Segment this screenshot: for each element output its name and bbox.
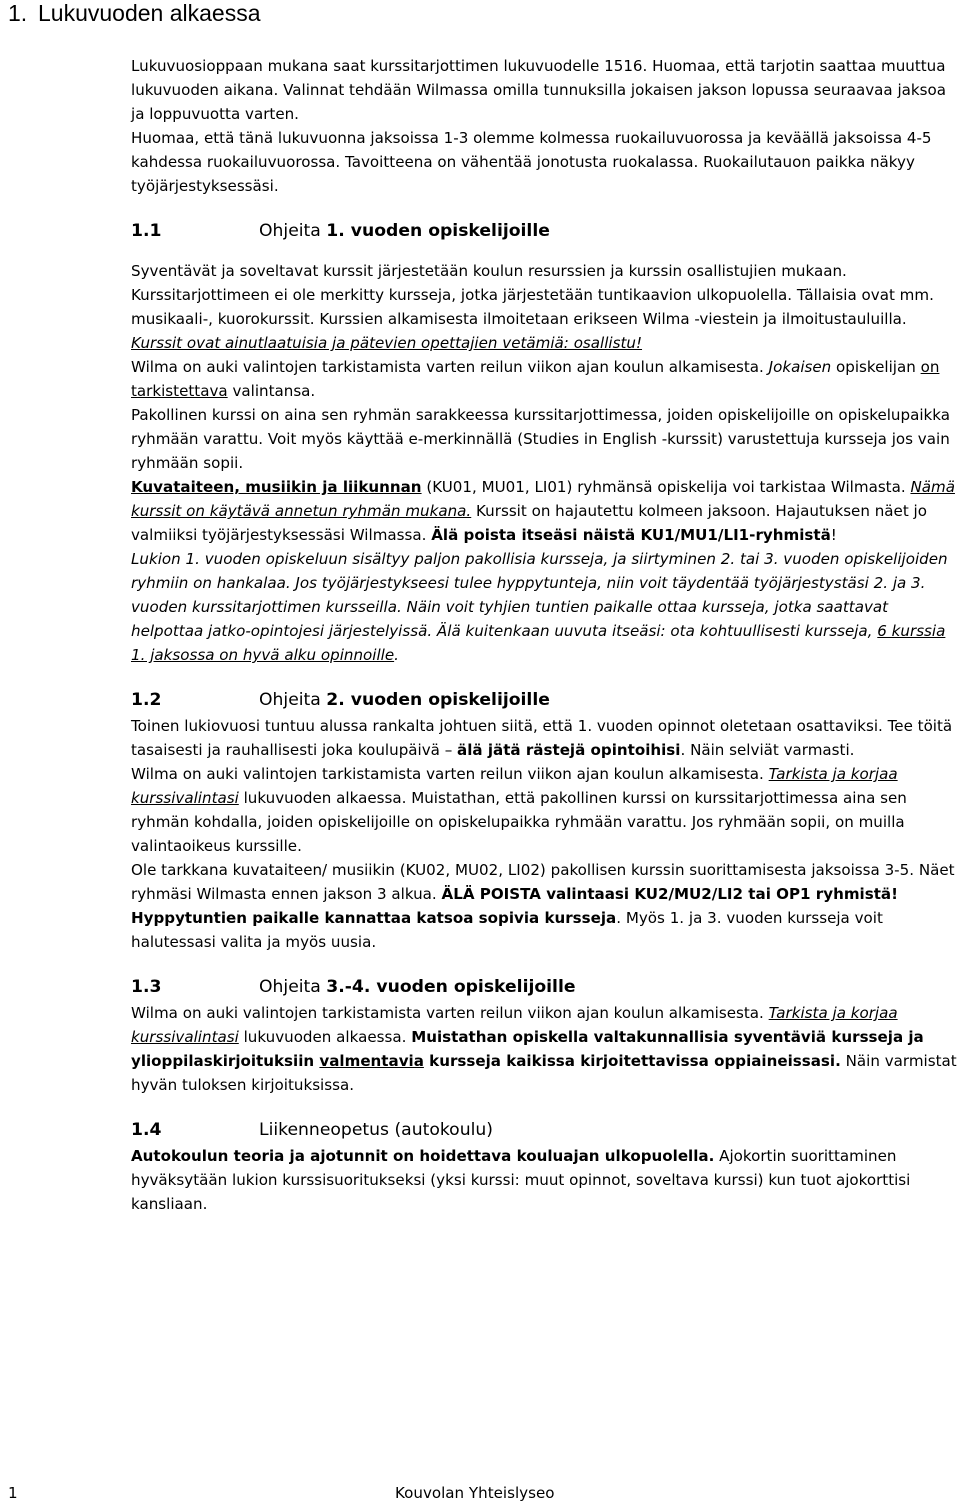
- text-run: lukuvuoden alkaessa.: [238, 1028, 412, 1046]
- emphasis-underlined: Nämä kurssit on käytävä annetun ryhmän mukana.: [131, 478, 955, 520]
- section-title: [259, 221, 550, 241]
- section-heading-1-4: [131, 1117, 958, 1144]
- text-run: Toinen lukiovuosi tuntuu alussa rankalta johtuen siitä, että 1. vuoden opinnot oletetaan osattaviksi. Tee töitä tasaisesti ja rauhallisesti joka koulupäivä –: [131, 717, 953, 759]
- emphasis-bold: ÄLÄ POISTA valintaasi KU2/MU2/LI2 tai OP1 ryhmistä!: [441, 885, 898, 903]
- chapter-title: Lukuvuoden alkaessa: [38, 0, 261, 26]
- emphasis-underlined: on tarkistettava: [131, 358, 940, 400]
- text-run: valintansa.: [227, 382, 316, 400]
- s1-paragraph-1: [131, 259, 958, 355]
- s1-paragraph-4: [131, 475, 958, 547]
- emphasis-underlined: Tarkista ja korjaa kurssivalintasi: [131, 1004, 898, 1046]
- s1-paragraph-5: [131, 547, 958, 667]
- section-title: [259, 690, 550, 710]
- chapter-number: 1.: [8, 0, 28, 26]
- section-title: [259, 977, 576, 997]
- section-title-bold: 1. vuoden opiskelijoille: [326, 221, 550, 241]
- text-run: Syventävät ja soveltavat kurssit järjestetään koulun resurssien ja kurssin osallistujien mukaan. Kurssitarjottimeen ei ole merkitty kursseja, jotka järjestetään tuntikaavion ulkopuolella. Tällaisia ovat mm. musikaali-, kuorokurssit. Kurssien alkamisesta ilmoitetaan erikseen Wilma -viestein ja ilmoitustauluilla.: [131, 262, 934, 328]
- section-title-part: Ohjeita: [259, 690, 327, 710]
- section-heading-1-2: [131, 687, 958, 714]
- text-run: Ole tarkkana kuvataiteen/ musiikin (KU02, MU02, LI02) pakollisen kurssin suorittamisesta jaksoissa 3-5. Näet ryhmäsi Wilmasta ennen jakson 3 alkua.: [131, 861, 955, 903]
- s2-paragraph-3: [131, 858, 958, 906]
- main-content: [131, 54, 958, 1216]
- s3-paragraph-1: [131, 1001, 958, 1097]
- section-number: 1.4: [131, 1120, 162, 1140]
- text-run: (KU01, MU01, LI01) ryhmänsä opiskelija voi tarkistaa Wilmasta.: [421, 478, 911, 496]
- section-title: Liikenneopetus (autokoulu): [259, 1120, 493, 1140]
- emphasis-bold-underlined: Kuvataiteen, musiikin ja liikunnan: [131, 478, 422, 496]
- s1-paragraph-3: Pakollinen kurssi on aina sen ryhmän sarakkeessa kurssitarjottimessa, joiden opiskelijoille on opiskelupaikka ryhmään varattu. Voit myös käyttää e-merkinnällä (Studies in English -kurssit) varustettuja kursseja jos vain ryhmään sopii.: [131, 406, 950, 472]
- text-run: Wilma on auki valintojen tarkistamista varten reilun viikon ajan koulun alkamisesta.: [131, 765, 769, 783]
- intro-paragraph-1: Lukuvuosioppaan mukana saat kurssitarjottimen lukuvuodelle 1516. Huomaa, että tarjotin saattaa muuttua lukuvuoden aikana. Valinnat tehdään Wilmassa omilla tunnuksilla jokaisen jakson lopussa seuraavaa jaksoa ja loppuvuotta varten.: [131, 57, 946, 123]
- chapter-heading: [8, 0, 261, 26]
- text-run: Ajokortin suorittaminen hyväksytään lukion kurssisuoritukseksi (yksi kurssi: muut opinnot, soveltava kurssi) kun tuot ajokorttisi kansliaan.: [131, 1147, 911, 1213]
- section-heading-1-3: [131, 974, 958, 1001]
- text-run: . Näin selviät varmasti.: [680, 741, 855, 759]
- section-title-bold: 2. vuoden opiskelijoille: [326, 690, 550, 710]
- emphasis-underlined: valmentavia: [319, 1052, 424, 1070]
- text-run: . Myös 1. ja 3. vuoden kursseja voit halutessasi valita ja myös uusia.: [131, 909, 883, 951]
- section-title-bold: 3.-4. vuoden opiskelijoille: [326, 977, 576, 997]
- emphasis-italic: Jokaisen: [768, 358, 832, 376]
- s1-paragraph-2: [131, 355, 958, 403]
- emphasis-bold: Älä poista itseäsi näistä KU1/MU1/LI1-ryhmistä: [431, 526, 831, 544]
- page-number: 1: [8, 1484, 18, 1502]
- footer-school-name: Kouvolan Yhteislyseo: [395, 1484, 555, 1502]
- s2-paragraph-1: [131, 714, 958, 762]
- section-number: 1.3: [131, 977, 162, 997]
- text-run: Näin varmistat hyvän tuloksen kirjoituksissa.: [131, 1052, 957, 1094]
- intro-paragraph-2: Huomaa, että tänä lukuvuonna jaksoissa 1-3 olemme kolmessa ruokailuvuorossa ja keväällä jaksoissa 4-5 kahdessa ruokailuvuorossa. Tavoitteena on vähentää jonotusta ruokalassa. Ruokailutauon paikka näkyy työjärjestyksessäsi.: [131, 129, 932, 195]
- section-number: 1.2: [131, 690, 162, 710]
- emphasis-underlined: Kurssit ovat ainutlaatuisia ja pätevien opettajien vetämiä: osallistu!: [131, 334, 643, 352]
- s2-paragraph-4: [131, 906, 958, 954]
- section-title-part: Ohjeita: [259, 221, 327, 241]
- text-run: Lukion 1. vuoden opiskeluun sisältyy paljon pakollisia kursseja, ja siirtyminen 2. tai 3. vuoden opiskelijoiden ryhmiin on hankalaa. Jos työjärjestykseesi tulee hyppytunteja, niin voit täydentää työjärjestystäsi 2. ja 3. vuoden kurssitarjottimen kursseilla. Näin voit tyhjien tuntien paikalle ottaa kursseja, jotka saattavat helpottaa jatko-opintojesi järjestelyissä. Älä kuitenkaan uuvuta itseäsi: ota kohtuullisesti kursseja,: [131, 550, 948, 640]
- text-run: !: [830, 526, 837, 544]
- text-run: Muistathan opiskella valtakunnallisia syventäviä kursseja ja ylioppilaskirjoituksiin: [131, 1028, 924, 1070]
- text-run: lukuvuoden alkaessa. Muistathan, että pakollinen kurssi on kurssitarjottimessa aina sen ryhmän kohdalla, joiden opiskelijoille on opiskelupaikka ryhmään varattu. Jos ryhmään sopii, on muilla valintaoikeus kurssille.: [131, 789, 907, 855]
- text-run: opiskelijan: [831, 358, 921, 376]
- s2-paragraph-2: [131, 762, 958, 858]
- section-number: 1.1: [131, 221, 162, 241]
- emphasis-bold: Autokoulun teoria ja ajotunnit on hoidettava kouluajan ulkopuolella.: [131, 1147, 715, 1165]
- emphasis-bold: älä jätä rästejä opintoihisi: [457, 741, 681, 759]
- text-run: Kurssit on hajautettu kolmeen jaksoon. Hajautuksen näet jo valmiiksi työjärjestyksessäsi Wilmassa.: [131, 502, 927, 544]
- emphasis-underlined: Tarkista ja korjaa kurssivalintasi: [131, 765, 898, 807]
- text-run: Wilma on auki valintojen tarkistamista varten reilun viikon ajan koulun alkamisesta.: [131, 358, 769, 376]
- text-run: Wilma on auki valintojen tarkistamista varten reilun viikon ajan koulun alkamisesta.: [131, 1004, 769, 1022]
- section-title-part: Ohjeita: [259, 977, 327, 997]
- text-run: kursseja kaikissa kirjoitettavissa oppiaineissasi.: [423, 1052, 841, 1070]
- text-run: .: [394, 646, 399, 664]
- s4-paragraph-1: [131, 1144, 958, 1216]
- emphasis-underlined: 6 kurssia 1. jaksossa on hyvä alku opinnoille: [131, 622, 946, 664]
- emphasis-bold: Hyppytuntien paikalle kannattaa katsoa sopivia kursseja: [131, 909, 617, 927]
- section-heading-1-1: [131, 218, 958, 245]
